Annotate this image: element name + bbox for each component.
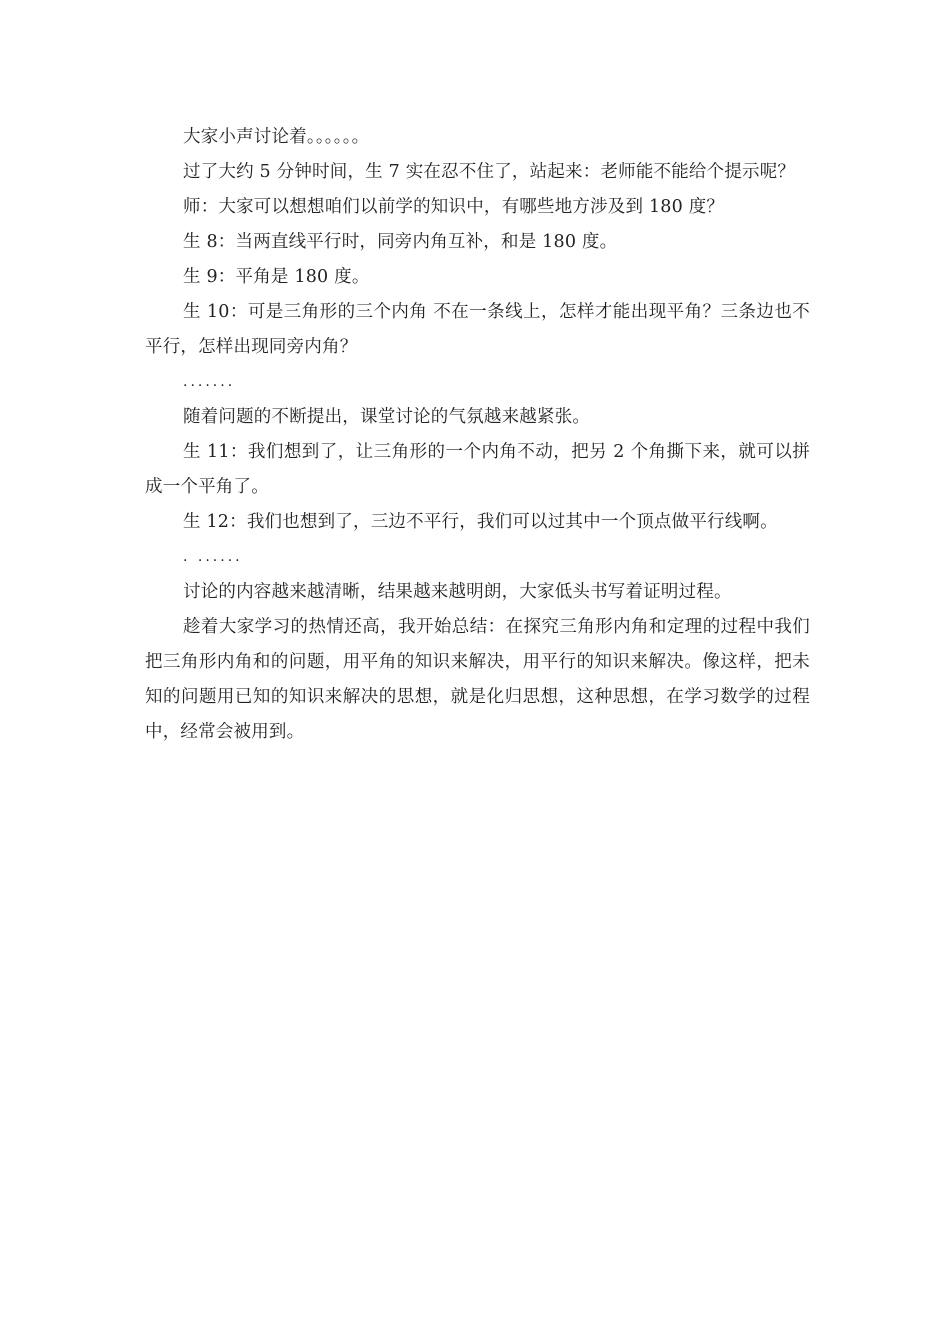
- paragraph: 师：大家可以想想咱们以前学的知识中，有哪些地方涉及到 180 度？: [183, 197, 725, 217]
- ellipsis-line: . ......: [183, 549, 243, 565]
- paragraph: 生 9：平角是 180 度。: [183, 267, 370, 287]
- paragraph: 趁着大家学习的热情还高，我开始总结：在探究三角形内角和定理的过程中我们把三角形内角和的问题，用平角的知识来解决，用平行的知识来解决。像这样，把未知的问题用已知的知识来解决的思想，就是化归思想，这种思想，在学习数学的过程中，经常会被用到。: [145, 617, 810, 742]
- paragraph: 随着问题的不断提出，课堂讨论的气氛越来越紧张。: [183, 407, 591, 427]
- paragraph: 生 8：当两直线平行时，同旁内角互补，和是 180 度。: [183, 232, 618, 252]
- paragraph: 生 10：可是三角形的三个内角 不在一条线上，怎样才能出现平角？三条边也不平行，怎样出现同旁内角？: [145, 302, 810, 357]
- paragraph: 过了大约 5 分钟时间，生 7 实在忍不住了，站起来：老师能不能给个提示呢？: [183, 162, 796, 182]
- document-body: [145, 120, 810, 750]
- ellipsis-line: .......: [183, 374, 236, 390]
- paragraph: 讨论的内容越来越清晰，结果越来越明朗，大家低头书写着证明过程。: [183, 582, 732, 602]
- paragraph: 大家小声讨论着。。。。。。: [183, 127, 370, 147]
- paragraph: 生 11：我们想到了，让三角形的一个内角不动，把另 2 个角撕下来，就可以拼成一个平角了。: [145, 442, 810, 497]
- paragraph: 生 12：我们也想到了，三边不平行，我们可以过其中一个顶点做平行线啊。: [183, 512, 778, 532]
